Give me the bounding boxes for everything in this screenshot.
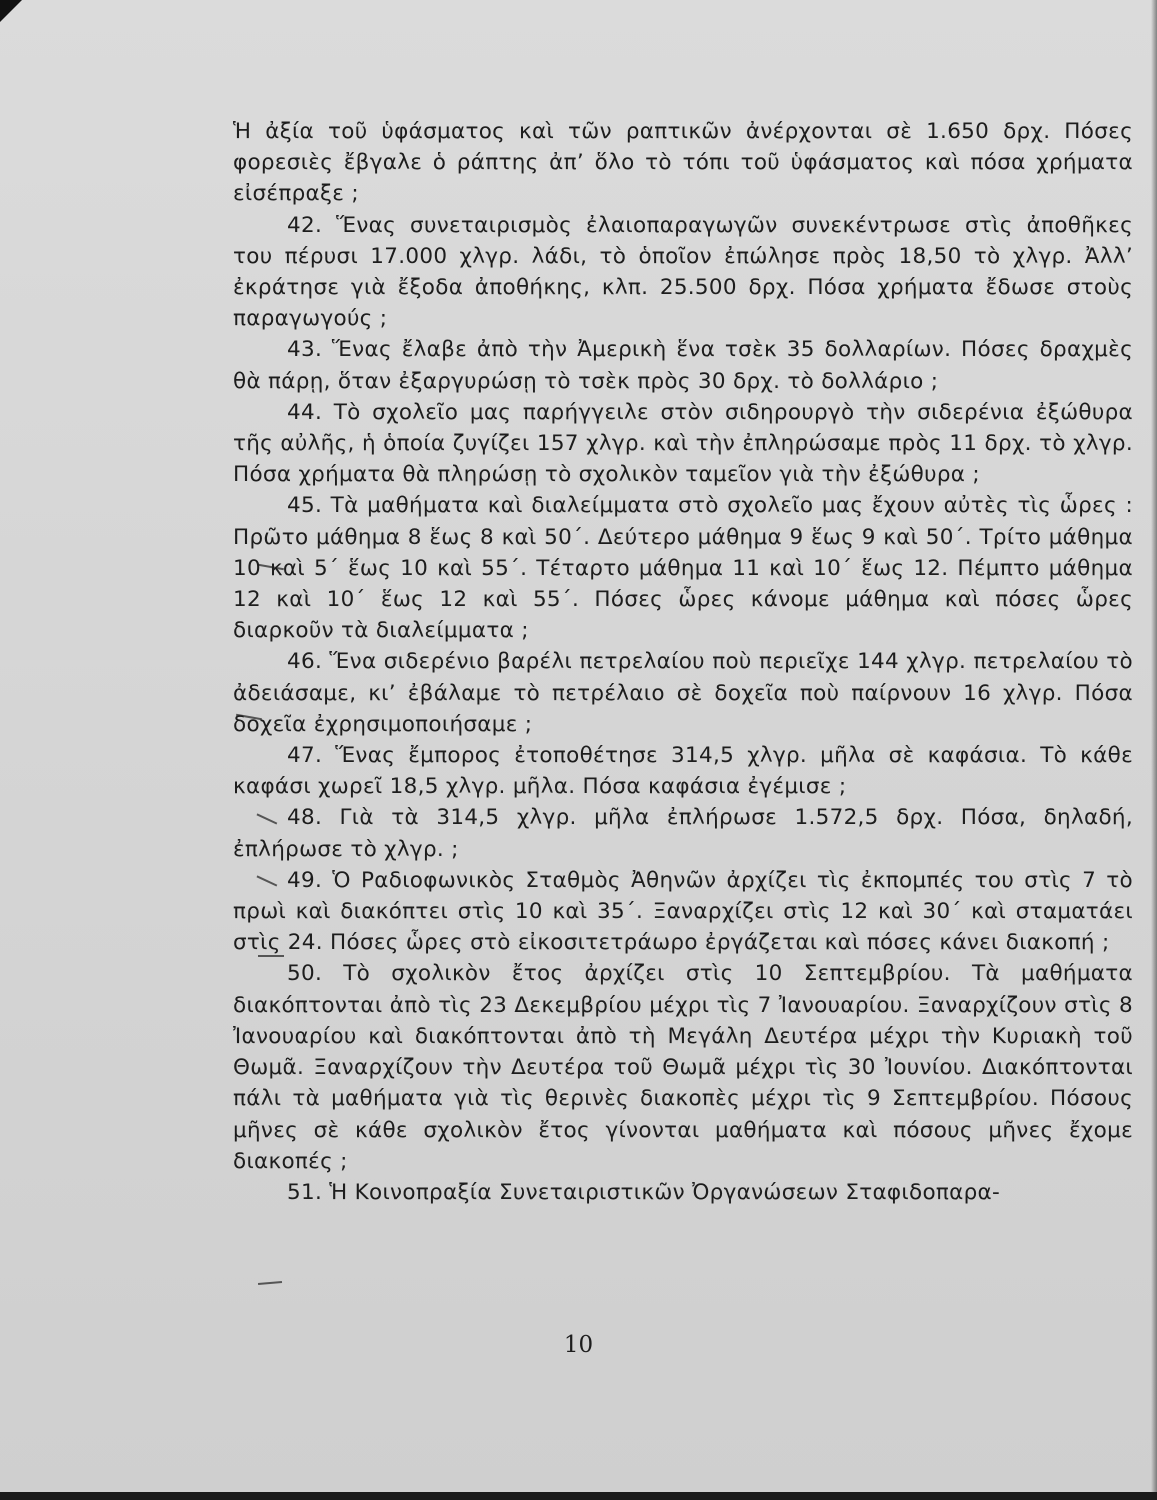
problem-41-continuation: Ἡ ἀξία τοῦ ὑφάσματος καὶ τῶν ραπτικῶν ἀνέρχονται σὲ 1.650 δρχ. Πόσες φορεσιὲς ἔβγαλε ὁ ράπτης ἀπ’ ὅλο τὸ τόπι τοῦ ὑφάσματος καὶ πόσα χρήματα εἰσέπραξε ;: [233, 119, 1133, 207]
problem-49: 49. Ὁ Ραδιοφωνικὸς Σταθμὸς Ἀθηνῶν ἀρχίζει τὶς ἐκπομπές του στὶς 7 τὸ πρωὶ καὶ διακόπτει στὶς 10 καὶ 35΄. Ξαναρχίζει στὶς 12 καὶ 30΄ καὶ σταματάει στὶς 24. Πόσες ὧρες στὸ εἰκοσιτετράωρο ἐργάζεται καὶ πόσες κάνει διακοπή ;: [233, 867, 1133, 956]
problem-46: 46. Ἕνα σιδερένιο βαρέλι πετρελαίου ποὺ περιεῖχε 144 χλγρ. πετρελαίου τὸ ἀδειάσαμε, κι’ ἐβάλαμε τὸ πετρέλαιο σὲ δοχεῖα ποὺ παίρνουν 16 χλγρ. Πόσα δοχεῖα ἐχρησιμοποιήσαμε ;: [233, 649, 1133, 737]
scan-bottom-border: [0, 1492, 1157, 1500]
pencil-mark: [258, 1281, 282, 1285]
problem-45: 45. Τὰ μαθήματα καὶ διαλείμματα στὸ σχολεῖο μας ἔχουν αὐτὲς τὶς ὧρες : Πρῶτο μάθημα 8 ἕως 8 καὶ 50΄. Δεύτερο μάθημα 9 ἕως 9 καὶ 50΄. Τρίτο μάθημα 10 καὶ 5΄ ἕως 10 καὶ 55΄. Τέταρτο μάθημα 11 καὶ 10΄ ἕως 12. Πέμπτο μάθημα 12 καὶ 10΄ ἕως 12 καὶ 55΄. Πόσες ὧρες κάνομε μάθημα καὶ πόσες ὧρες διαρκοῦν τὰ διαλείμματα ;: [233, 493, 1133, 644]
problem-51: 51. Ἡ Κοινοπραξία Συνεταιριστικῶν Ὀργανώσεων Σταφιδοπαρα-: [287, 1179, 1001, 1205]
page-edge-shadow: [1151, 0, 1157, 1500]
problem-50: 50. Τὸ σχολικὸν ἔτος ἀρχίζει στὶς 10 Σεπτεμβρίου. Τὰ μαθήματα διακόπτονται ἀπὸ τὶς 23 Δεκεμβρίου μέχρι τὶς 7 Ἰανουαρίου. Ξαναρχίζουν στὶς 8 Ἰανουαρίου καὶ διακόπτονται ἀπὸ τὴ Μεγάλη Δευτέρα μέχρι τὴν Κυριακὴ τοῦ Θωμᾶ. Ξαναρχίζουν τὴν Δευτέρα τοῦ Θωμᾶ μέχρι τὶς 30 Ἰουνίου. Διακόπτονται πάλι τὰ μαθήματα γιὰ τὶς θερινὲς διακοπὲς μέχρι τὶς 9 Σεπτεμβρίου. Πόσους μῆνες σὲ κάθε σχολικὸν ἔτος γίνονται μαθήματα καὶ πόσους μῆνες ἔχομε διακοπές ;: [233, 961, 1133, 1174]
problem-44: 44. Τὸ σχολεῖο μας παρήγγειλε στὸν σιδηρουργὸ τὴν σιδερένια ἐξώθυρα τῆς αὐλῆς, ἡ ὁποία ζυγίζει 157 χλγρ. καὶ τὴν ἐπληρώσαμε πρὸς 11 δρχ. τὸ χλγρ. Πόσα χρήματα θὰ πληρώσῃ τὸ σχολικὸν ταμεῖον γιὰ τὴν ἐξώθυρα ;: [233, 399, 1133, 488]
page-number: 10: [563, 1332, 594, 1358]
problem-text-body: [233, 116, 1133, 1208]
problem-42: 42. Ἕνας συνεταιρισμὸς ἐλαιοπαραγωγῶν συνεκέντρωσε στὶς ἀποθῆκες του πέρυσι 17.000 χλγρ. λάδι, τὸ ὁποῖον ἐπώλησε πρὸς 18,50 τὸ χλγρ. Ἀλλ’ ἐκράτησε γιὰ ἔξοδα ἀποθήκης, κλπ. 25.500 δρχ. Πόσα χρήματα ἔδωσε στοὺς παραγωγούς ;: [233, 212, 1133, 332]
corner-shadow: [0, 0, 22, 22]
problem-48: 48. Γιὰ τὰ 314,5 χλγρ. μῆλα ἐπλήρωσε 1.572,5 δρχ. Πόσα, δηλαδή, ἐπλήρωσε τὸ χλγρ. ;: [233, 805, 1133, 862]
problem-47: 47. Ἕνας ἔμπορος ἐτοποθέτησε 314,5 χλγρ. μῆλα σὲ καφάσια. Τὸ κάθε καφάσι χωρεῖ 18,5 χλγρ. μῆλα. Πόσα καφάσια ἐγέμισε ;: [233, 743, 1133, 800]
problem-43: 43. Ἕνας ἔλαβε ἀπὸ τὴν Ἀμερικὴ ἕνα τσὲκ 35 δολλαρίων. Πόσες δραχμὲς θὰ πάρῃ, ὅταν ἐξαργυρώσῃ τὸ τσὲκ πρὸς 30 δρχ. τὸ δολλάριο ;: [233, 337, 1133, 394]
